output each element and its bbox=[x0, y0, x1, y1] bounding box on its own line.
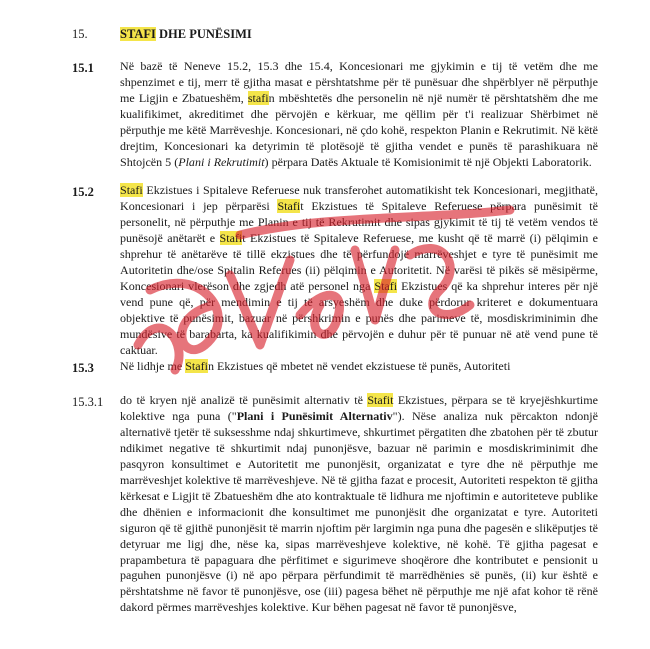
section-heading bbox=[72, 26, 252, 42]
highlighted-term: Stafi bbox=[277, 198, 301, 213]
section-number: 15.1 bbox=[72, 61, 94, 75]
highlighted-term: Stafi bbox=[219, 230, 243, 245]
text-run: Në lidhje me bbox=[120, 359, 186, 373]
text-run: n mbështetës dhe personelin në një numër të përshtatshëm dhe me kualifikimet, akreditimet dhe përvojën e kërkuar, me qëllim për t'i realizuar Shërbimet në përputhje me këtë Marrëveshje. Koncesionari, në çdo kohë, respekton Planin e Rekrutimit. Në këtë drejtim, Koncesionari ka detyrimin të plotësojë të gjitha vendet e punës të parashikuara në Shtojcën 5 ( bbox=[120, 90, 598, 169]
text-run: Ekzistues, përpara se të kryejëshkurtime kolektive nga puna (" bbox=[120, 393, 598, 423]
text-run: Plani i Punësimit Alternativ bbox=[236, 408, 393, 423]
highlighted-term: Stafi bbox=[185, 359, 208, 373]
text-run: t Ekzistues të Spitaleve Referuese përpara punësimit të personelit, në përputhje me Planin e tij të Rekrutimit dhe sipas gjykimit të tij të vetëm vendos të punësojë anëtarët e bbox=[120, 198, 598, 245]
section-paragraph bbox=[120, 393, 598, 616]
text-run: Ekzistues që ka shprehur interes për një vend pune që, për mendimin e tij të arsyeshëm dhe duke përdorur kriteret e dokumentuara objektive të punësimit, bazuar në përshkrimin e punës dhe parimeve të, mosdiskriminimin dhe mundësive të barabarta, ka kualifikimin dhe përvojën e duhur për të punuar në atë vend pune të caktuar. bbox=[120, 278, 598, 357]
heading-number: 15. bbox=[72, 27, 88, 41]
section-paragraph bbox=[120, 183, 598, 358]
heading-highlight: STAFI bbox=[120, 27, 156, 41]
section-paragraph bbox=[120, 59, 598, 171]
text-run: ) përpara Datës Aktuale të Komisionimit të një Objekti Laboratorik. bbox=[264, 154, 592, 169]
text-run: Në bazë të Neneve 15.2, 15.3 dhe 15.4, Koncesionari me gjykimin e tij të vetëm dhe me shpenzimet e tij, merr të gjitha masat e përshtatshme për të punësuar dhe shpërblyer në përputhje me Ligjin e Zbatueshëm, bbox=[120, 59, 598, 105]
highlighted-term: stafi bbox=[247, 90, 269, 105]
text-run: Plani i Rekrutimit bbox=[178, 154, 265, 169]
text-run: "). Nëse analiza nuk përcakton ndonjë alternativë tjetër të suksesshme ndaj shkurtimeve, shkurtimet përgatiten dhe zbatohen për të zbutur ndikimet negative të shkurtimit ndaj punonjësve, bazuar në parimin e mosdiskriminimit dhe pasqyron konsultimet e Autoritetit me punonjësit, organizatat e tyre dhe në përputhje me marrëveshjet kolektive të marrëveshjeve. Në të gjitha fazat e procesit, Autoriteti respekton të gjitha kërkesat e Ligjit të Zbatueshëm dhe ato kontraktuale të lidhura me njoftimin e autoriteteve publike dhe dhënien e informacionit dhe konsultimet me punonjësit dhe organizatat e tyre. Autoriteti siguron që të gjithë punonjësit të marrin njoftim për largimin nga puna dhe pagesën e slikëputjes të detyruar me ligj dhe, nëse ka, sipas marrëveshjeve kolektive, në kohë. Të gjitha pagesat e prapambetura të papaguara dhe përfitimet e sigurimeve shoqërore dhe kontributet e pensionit u paguhen punonjësve (i) në apo përpara përfundimit të marrëdhënies së punës, (ii) kur është e përshtatshme në favor të punonjësve, ose (iii) pagesa bëhet në përputhje me një afat kohor të rënë dakord përmes marrëveshjes kolektive. Kur bëhen pagesat në favor të punonjësve, bbox=[120, 408, 598, 615]
section-paragraph bbox=[120, 359, 598, 375]
section-number: 15.2 bbox=[72, 185, 94, 199]
highlighted-term: Stafit bbox=[367, 393, 394, 407]
heading-title bbox=[120, 27, 252, 41]
section-number: 15.3 bbox=[72, 361, 94, 375]
section-number: 15.3.1 bbox=[72, 395, 104, 409]
text-run: t Ekzistues të Spitaleve Referuese, me kusht që të marrë (i) pëlqimin e shprehur të anëtarëve të tillë ekzistues dhe të përfundojë marrëveshjet e tyre të punësimit me Autoritetin dhe/ose Spitalin Referues (ii) pëlqimin e Autoritetit. Në varësi të pikës së mësipërme, Koncesionari vlerëson dhe zgjedh atë personel nga bbox=[120, 230, 598, 293]
text-run: Ekzistues i Spitaleve Referuese nuk transferohet automatikisht tek Koncesionari, megjithatë, Koncesionari i jep përparësi bbox=[120, 183, 598, 213]
text-run: do të kryen një analizë të punësimit alternativ të bbox=[120, 393, 368, 407]
highlighted-term: Stafi bbox=[120, 183, 143, 197]
text-run: n Ekzistues që mbetet në vendet ekzistuese të punës, Autoriteti bbox=[208, 359, 511, 373]
highlighted-term: Stafi bbox=[374, 278, 398, 293]
heading-title-rest: DHE PUNËSIMI bbox=[155, 27, 252, 41]
